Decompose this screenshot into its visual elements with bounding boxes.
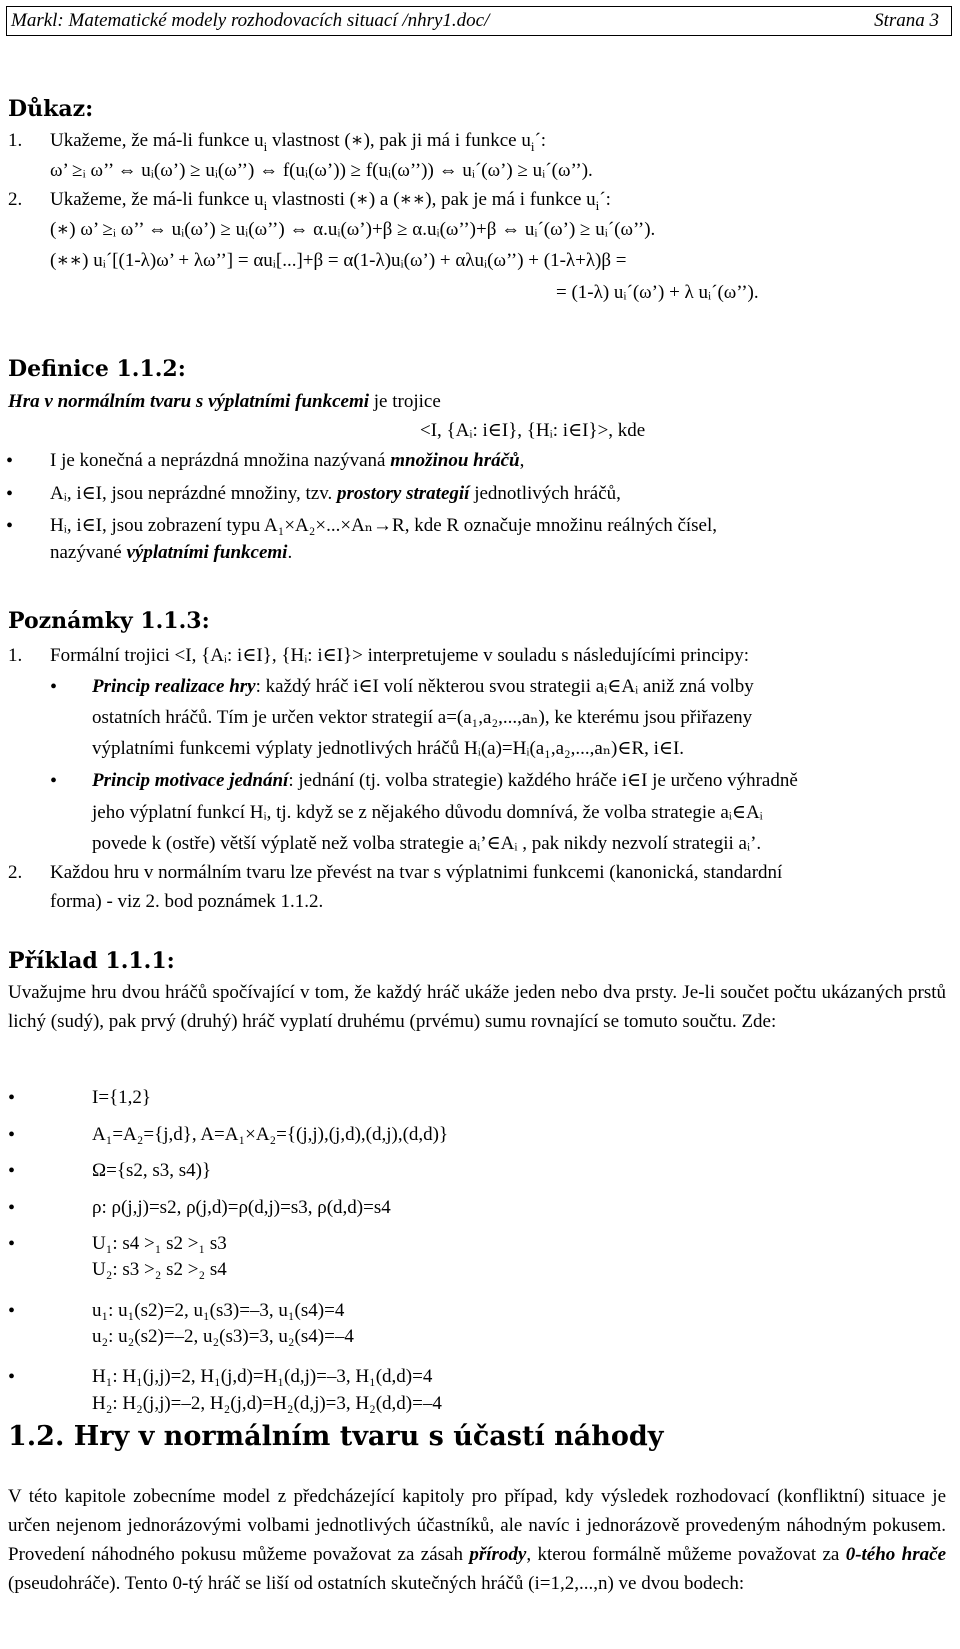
- example-item: ρ: ρ(j,j)=s2, ρ(j,d)=ρ(d,j)=s3, ρ(d,d)=s4: [92, 1197, 391, 1218]
- bullet: •: [6, 450, 14, 472]
- bullet: •: [8, 1087, 16, 1109]
- principle-realization-line-3: výplatními funkcemi výplaty jednotlivých hráčů Hᵢ(a)=Hᵢ(a₁,a₂,...,aₙ)∈R, i∈I.: [92, 738, 685, 759]
- bullet: •: [8, 1233, 16, 1255]
- bullet: •: [50, 676, 58, 698]
- bullet: •: [8, 1124, 16, 1146]
- example-item: H₂: H₂(j,j)=–2, H₂(j,d)=H₂(d,j)=3, H₂(d,d)=–4: [92, 1393, 442, 1414]
- example-item: H₁: H₁(j,j)=2, H₁(j,d)=H₁(d,j)=–3, H₁(d,d)=4: [92, 1366, 433, 1387]
- example-heading: Příklad 1.1.1:: [8, 948, 175, 974]
- definition-bullet-3-cont: nazývané výplatními funkcemi.: [50, 542, 293, 563]
- header-page-number: Strana 3: [874, 10, 939, 31]
- page-header: [6, 6, 952, 36]
- notes-item-1: Formální trojici <I, {Aᵢ: i∈I}, {Hᵢ: i∈I}> interpretujeme v souladu s následujícími principy:: [50, 645, 750, 666]
- definition-triple: <I, {Aᵢ: i∈I}, {Hᵢ: i∈I}>, kde: [420, 420, 646, 441]
- definition-bullet-2: Aᵢ, i∈I, jsou neprázdné množiny, tzv. prostory strategií jednotlivých hráčů,: [50, 483, 621, 504]
- proof-formula-4: = (1-λ) uᵢ´(ω’) + λ uᵢ´(ω’’).: [556, 282, 759, 303]
- notes-item-2-number: 2.: [8, 862, 23, 883]
- proof-formula-2: (∗) ω’ ≥ᵢ ω’’ ⇔ uᵢ(ω’) ≥ uᵢ(ω’’) ⇔ α.uᵢ(ω’)+β ≥ α.uᵢ(ω’’)+β ⇔ uᵢ´(ω’) ≥ uᵢ´(ω’’).: [50, 219, 656, 240]
- proof-heading: Důkaz:: [8, 96, 94, 122]
- definition-bullet-3: Hᵢ, i∈I, jsou zobrazení typu A₁×A₂×...×Aₙ→R, kde R označuje množinu reálných čísel,: [50, 515, 718, 536]
- principle-motivation-line-2: jeho výplatní funkcí Hᵢ, tj. když se z nějakého důvodu domnívá, že volba strategie aᵢ∈Aᵢ: [92, 802, 763, 823]
- proof-item-2: Ukažeme, že má-li funkce $u_i$ vlastnosti (∗) a (∗∗), pak je má i funkce $u_i´$:: [50, 189, 611, 213]
- bullet: •: [6, 515, 14, 537]
- example-item: Ω={s2, s3, s4)}: [92, 1160, 212, 1181]
- bullet: •: [6, 483, 14, 505]
- example-item: U₂: s3 >₂ s2 >₂ s4: [92, 1259, 227, 1280]
- notes-item-2-cont: forma) - viz 2. bod poznámek 1.1.2.: [50, 891, 324, 912]
- principle-motivation-line-3: povede k (ostře) větší výplatě než volba strategie aᵢ’∈Aᵢ , pak nikdy nezvolí strategii aᵢ’.: [92, 833, 762, 854]
- header-title: Markl: Matematické modely rozhodovacích situací /nhry1.doc/: [11, 10, 490, 31]
- notes-heading: Poznámky 1.1.3:: [8, 608, 210, 634]
- definition-intro: Hra v normálním tvaru s výplatními funkcemi je trojice: [8, 391, 441, 412]
- principle-realization-line-2: ostatních hráčů. Tím je určen vektor strategií a=(a₁,a₂,...,aₙ), ke kterému jsou přiřazeny: [92, 707, 753, 728]
- proof-item-1-number: 1.: [8, 130, 23, 151]
- proof-formula-1: ω’ ≥ᵢ ω’’ ⇔ uᵢ(ω’) ≥ uᵢ(ω’’) ⇔ f(uᵢ(ω’)) ≥ f(uᵢ(ω’’)) ⇔ uᵢ´(ω’) ≥ uᵢ´(ω’’).: [50, 160, 593, 181]
- example-item: u₂: u₂(s2)=–2, u₂(s3)=3, u₂(s4)=–4: [92, 1326, 354, 1347]
- proof-item-1: Ukažeme, že má-li funkce $u_i$ vlastnost (∗), pak ji má i funkce $u_i´$:: [50, 130, 547, 154]
- bullet: •: [8, 1160, 16, 1182]
- notes-item-2: Každou hru v normálním tvaru lze převést na tvar s výplatnimi funkcemi (kanonická, standardní: [50, 862, 783, 883]
- principle-realization: Princip realizace hry: každý hráč i∈I volí některou svou strategii aᵢ∈Aᵢ aniž zná volby: [92, 676, 754, 697]
- example-item: u₁: u₁(s2)=2, u₁(s3)=–3, u₁(s4)=4: [92, 1300, 345, 1321]
- section-paragraph: V této kapitole zobecníme model z předcházející kapitoly pro případ, kdy výsledek rozhodovací (konfliktní) situace je určen nejenom jednorázovými volbami jednotlivých účastníků, ale navíc i jednorázově provedeným náhodným pokusem. Provedení náhodného pokusu můžeme považovat za zásah přírody, kterou formálně můžeme považovat za 0-tého hrače (pseudohráče). Tento 0-tý hráč se liší od ostatních skutečných hráčů (i=1,2,...,n) ve dvou bodech:: [8, 1486, 947, 1594]
- principle-motivation: Princip motivace jednání: jednání (tj. volba strategie) každého hráče i∈I je určeno výhradně: [92, 770, 798, 791]
- proof-formula-3: (∗∗) uᵢ´[(1-λ)ω’ + λω’’] = αuᵢ[...]+β = α(1-λ)uᵢ(ω’) + αλuᵢ(ω’’) + (1-λ+λ)β =: [50, 250, 627, 271]
- bullet: •: [50, 770, 58, 792]
- bullet: •: [8, 1300, 16, 1322]
- example-item: I={1,2}: [92, 1087, 152, 1108]
- bullet: •: [8, 1197, 16, 1219]
- notes-item-1-number: 1.: [8, 645, 23, 666]
- example-paragraph: Uvažujme hru dvou hráčů spočívající v tom, že každý hráč ukáže jeden nebo dva prsty. Je-li součet počtu ukázaných prstů lichý (sudý), pak prvý (druhý) hráč vyplatí druhému (prvému) sumu rovnající se tomuto součtu. Zde:: [8, 982, 946, 1032]
- definition-bullet-1: I je konečná a neprázdná množina nazývaná množinou hráčů,: [50, 450, 525, 471]
- example-item: U₁: s4 >₁ s2 >₁ s3: [92, 1233, 227, 1254]
- example-item: A₁=A₂={j,d}, A=A₁×A₂={(j,j),(j,d),(d,j),(d,d)}: [92, 1124, 449, 1145]
- proof-item-2-number: 2.: [8, 189, 23, 210]
- bullet: •: [8, 1366, 16, 1388]
- section-heading: 1.2. Hry v normálním tvaru s účastí náhody: [8, 1421, 664, 1452]
- definition-heading: Definice 1.1.2:: [8, 356, 186, 382]
